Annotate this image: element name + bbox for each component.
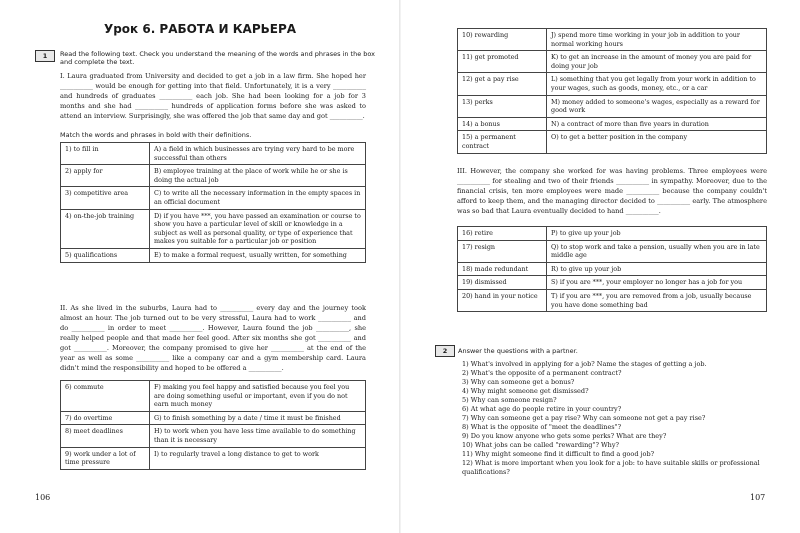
table-row <box>458 29 767 51</box>
term-cell: 11) get promoted <box>458 51 547 73</box>
matching-table-3 <box>457 28 767 154</box>
question-item: 4) Why might someone get dismissed? <box>462 387 589 395</box>
table-row <box>61 425 366 447</box>
definition-cell: A) a field in which businesses are trying very hard to be more successful than others <box>150 143 366 165</box>
definition-cell: R) to give up your job <box>547 262 767 276</box>
table-row <box>458 289 767 311</box>
question-item: 7) Why can someone get a pay rise? Why can someone not get a pay rise? <box>462 414 706 422</box>
table-row <box>61 209 366 248</box>
term-cell: 10) rewarding <box>458 29 547 51</box>
table-row <box>61 381 366 412</box>
question-item: 1) What's involved in applying for a job? Name the stages of getting a job. <box>462 360 707 368</box>
definition-cell: D) if you have ***, you have passed an examination or course to show you have a particular level of skill or knowledge in a subject as well as personal quality, or type of experience that makes you suitable for a particular job or position <box>150 209 366 248</box>
text-part-3: III. However, the company she worked for was having problems. Three employees were __________ for stealing and two of their friends __________ in sympathy. Moreover, due to the financial crisis, ten more employees were made __________ because the company couldn't afford to keep them, and the managing director decided to __________ early. The atmosphere was so bad that Laura eventually decided to hand __________. <box>457 167 767 215</box>
definition-cell: F) making you feel happy and satisfied because you feel you are doing something useful or important, even if you do not earn much money <box>150 381 366 412</box>
term-cell: 18) made redundant <box>458 262 547 276</box>
question-item: 10) What jobs can be called "rewarding"? Why? <box>462 441 620 449</box>
term-cell: 5) qualifications <box>61 248 150 262</box>
term-cell: 17) resign <box>458 240 547 262</box>
definition-cell: B) employee training at the place of work while he or she is doing the actual job <box>150 165 366 187</box>
question-item: 2) What's the opposite of a permanent contract? <box>462 369 622 377</box>
table-row <box>61 447 366 469</box>
table-row <box>458 227 767 241</box>
table-row <box>61 165 366 187</box>
definition-cell: L) something that you get legally from your work in addition to your wages, such as goods, money, etc., or a car <box>547 73 767 95</box>
definition-cell: T) if you are ***, you are removed from a job, usually because you have done something bad <box>547 289 767 311</box>
text-part-2: II. As she lived in the suburbs, Laura had to __________ every day and the journey took almost an hour. The job turned out to be very stressful, Laura had to work __________ and do __________ in order to meet __________. However, Laura found the job __________, she really helped people and that made her feel good. After six months she got __________ and got __________. Moreover, the company promised to give her __________ at the end of the year as well as some __________ like a company car and a gym membership card. Laura didn't mind the responsibility and hoped to be offered a __________. <box>60 304 366 372</box>
term-cell: 8) meet deadlines <box>61 425 150 447</box>
term-cell: 2) apply for <box>61 165 150 187</box>
term-cell: 14) a bonus <box>458 117 547 131</box>
match-instruction: Match the words and phrases in bold with their definitions. <box>60 131 252 139</box>
definition-cell: G) to finish something by a date / time it must be finished <box>150 411 366 425</box>
matching-table-4 <box>457 226 767 312</box>
definition-cell: C) to write all the necessary information in the empty spaces in an official document <box>150 187 366 209</box>
table-row <box>458 73 767 95</box>
question-item: 5) Why can someone resign? <box>462 396 557 404</box>
table-row <box>458 276 767 290</box>
exercise-1-number: 1 <box>35 50 55 62</box>
exercise-1-instruction: Read the following text. Check you understand the meaning of the words and phrases in the box and complete the text. <box>60 50 376 66</box>
exercise-2-instruction: Answer the questions with a partner. <box>458 347 578 355</box>
term-cell: 1) to fill in <box>61 143 150 165</box>
term-cell: 3) competitive area <box>61 187 150 209</box>
right-page <box>400 0 800 533</box>
matching-table-1 <box>60 142 366 263</box>
table-row <box>458 131 767 153</box>
term-cell: 6) commute <box>61 381 150 412</box>
question-item: 11) Why might someone find it difficult to find a good job? <box>462 450 655 458</box>
question-item: 6) At what age do people retire in your country? <box>462 405 622 413</box>
term-cell: 19) dismissed <box>458 276 547 290</box>
table-row <box>458 240 767 262</box>
question-item: 12) What is more important when you look for a job: to have suitable skills or professional qualifications? <box>462 459 760 476</box>
text-part-1: I. Laura graduated from University and decided to get a job in a law firm. She hoped her __________ would be enough for getting into that field. Unfortunately, it is a very __________ and hundreds of graduates __________ each job. She had been looking for a job for 3 months and she had __________ hundreds of application forms before she was asked to attend an interview. Surprisingly, she was offered the job that same day and got __________. <box>60 72 366 120</box>
definition-cell: J) spend more time working in your job in addition to your normal working hours <box>547 29 767 51</box>
question-item: 8) What is the opposite of "meet the deadlines"? <box>462 423 622 431</box>
term-cell: 12) get a pay rise <box>458 73 547 95</box>
definition-cell: M) money added to someone's wages, especially as a reward for good work <box>547 95 767 117</box>
definition-cell: P) to give up your job <box>547 227 767 241</box>
page-number-left: 106 <box>35 493 51 502</box>
table-row <box>61 187 366 209</box>
definition-cell: I) to regularly travel a long distance to get to work <box>150 447 366 469</box>
table-row <box>458 117 767 131</box>
table-row <box>458 95 767 117</box>
table-row <box>458 51 767 73</box>
term-cell: 15) a permanent contract <box>458 131 547 153</box>
term-cell: 13) perks <box>458 95 547 117</box>
page-number-right: 107 <box>750 493 766 502</box>
table-row <box>61 248 366 262</box>
definition-cell: S) if you are ***, your employer no longer has a job for you <box>547 276 767 290</box>
matching-table-2 <box>60 380 366 470</box>
definition-cell: Q) to stop work and take a pension, usually when you are in late middle age <box>547 240 767 262</box>
definition-cell: H) to work when you have less time available to do something than it is necessary <box>150 425 366 447</box>
term-cell: 4) on-the-job training <box>61 209 150 248</box>
lesson-title: Урок 6. РАБОТА И КАРЬЕРА <box>103 22 297 36</box>
question-item: 9) Do you know anyone who gets some perks? What are they? <box>462 432 667 440</box>
definition-cell: O) to get a better position in the company <box>547 131 767 153</box>
table-row <box>61 411 366 425</box>
term-cell: 7) do overtime <box>61 411 150 425</box>
question-item: 3) Why can someone get a bonus? <box>462 378 575 386</box>
term-cell: 20) hand in your notice <box>458 289 547 311</box>
table-row <box>61 143 366 165</box>
table-row <box>458 262 767 276</box>
term-cell: 9) work under a lot of time pressure <box>61 447 150 469</box>
term-cell: 16) retire <box>458 227 547 241</box>
definition-cell: E) to make a formal request, usually written, for something <box>150 248 366 262</box>
definition-cell: K) to get an increase in the amount of money you are paid for doing your job <box>547 51 767 73</box>
exercise-2-number: 2 <box>435 345 455 357</box>
definition-cell: N) a contract of more than five years in duration <box>547 117 767 131</box>
